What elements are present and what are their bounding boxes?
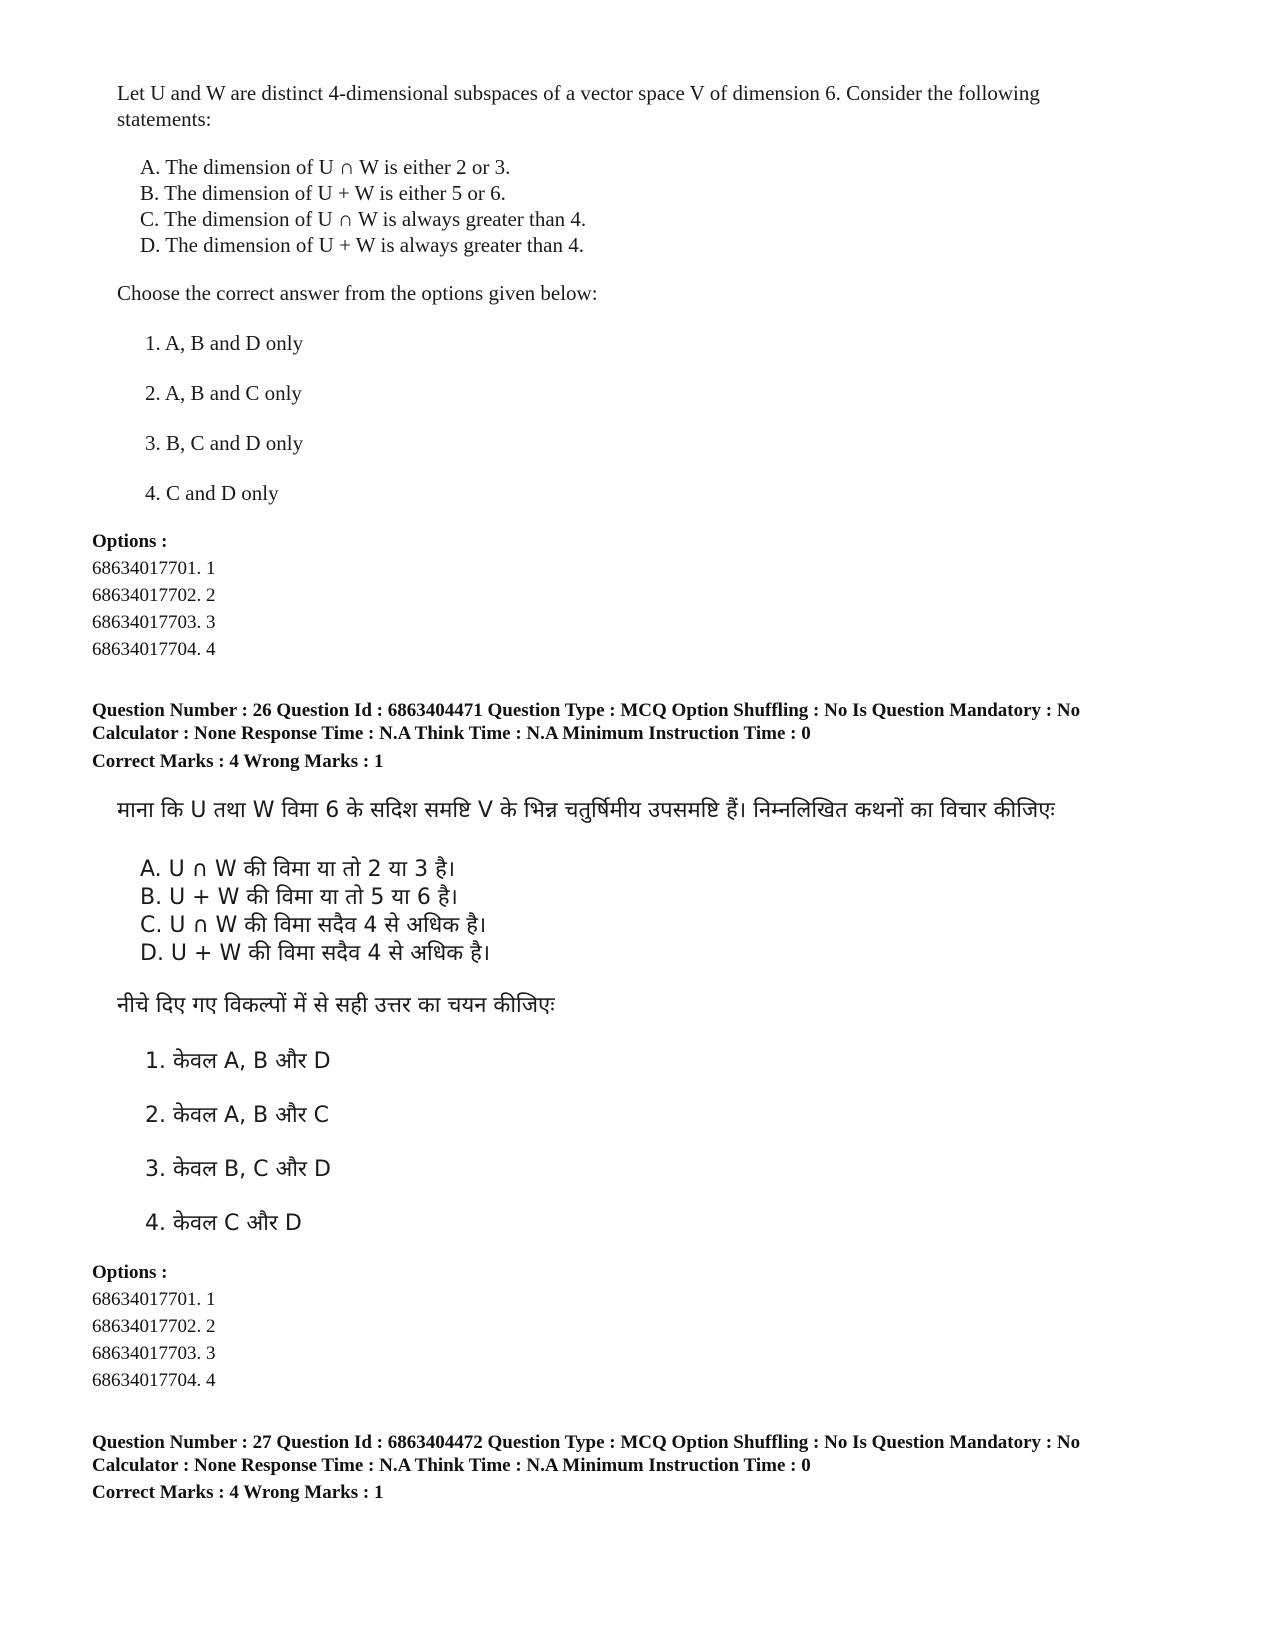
q26-statement-b: B. U + W की विमा या तो 5 या 6 है। [140, 885, 458, 910]
q26-choice-4: 4. केवल C और D [145, 1211, 302, 1236]
q25-option-2: 68634017702. 2 [92, 585, 216, 606]
q26-meta-line2: Calculator : None Response Time : N.A Think Time : N.A Minimum Instruction Time : 0 [92, 723, 811, 744]
q26-option-2: 68634017702. 2 [92, 1316, 216, 1337]
q25-option-1: 68634017701. 1 [92, 558, 216, 579]
q25-statement-a: A. The dimension of U ∩ W is either 2 or 3. [140, 155, 511, 179]
q26-statement-a: A. U ∩ W की विमा या तो 2 या 3 है। [140, 857, 456, 882]
q25-choice-3: 3. B, C and D only [145, 431, 304, 455]
q27-meta-line3: Correct Marks : 4 Wrong Marks : 1 [92, 1482, 384, 1503]
q26-choice-1: 1. केवल A, B और D [145, 1049, 331, 1074]
q26-options-label: Options : [92, 1262, 168, 1283]
q26-meta-line3: Correct Marks : 4 Wrong Marks : 1 [92, 751, 384, 772]
q27-meta-line1: Question Number : 27 Question Id : 6863404472 Question Type : MCQ Option Shuffling : No Is Question Mandatory : No [92, 1432, 1081, 1453]
q26-option-4: 68634017704. 4 [92, 1370, 216, 1391]
q26-choice-3: 3. केवल B, C और D [145, 1157, 331, 1182]
q25-option-4: 68634017704. 4 [92, 639, 216, 660]
q26-intro: माना कि U तथा W विमा 6 के सदिश समष्टि V के भिन्न चतुर्षिमीय उपसमष्टि हैं। निम्नलिखित कथनों का विचार कीजिएः [117, 798, 1055, 823]
q25-statement-d: D. The dimension of U + W is always greater than 4. [140, 233, 585, 257]
q26-choose-instruction: नीचे दिए गए विकल्पों में से सही उत्तर का चयन कीजिएः [117, 993, 555, 1018]
q26-statement-d: D. U + W की विमा सदैव 4 से अधिक है। [140, 941, 491, 966]
q25-choice-1: 1. A, B and D only [145, 331, 304, 355]
q26-choice-2: 2. केवल A, B और C [145, 1103, 330, 1128]
q25-choose-instruction: Choose the correct answer from the options given below: [117, 281, 598, 305]
q27-meta-line2: Calculator : None Response Time : N.A Think Time : N.A Minimum Instruction Time : 0 [92, 1455, 811, 1476]
q25-statement-b: B. The dimension of U + W is either 5 or 6. [140, 181, 506, 205]
q26-option-1: 68634017701. 1 [92, 1289, 216, 1310]
q25-choice-4: 4. C and D only [145, 481, 279, 505]
q25-options-label: Options : [92, 531, 168, 552]
q26-statement-c: C. U ∩ W की विमा सदैव 4 से अधिक है। [140, 913, 487, 938]
q25-intro-line1: Let U and W are distinct 4-dimensional subspaces of a vector space V of dimension 6. Consider the following [117, 81, 1040, 105]
q25-statement-c: C. The dimension of U ∩ W is always greater than 4. [140, 207, 587, 231]
q25-option-3: 68634017703. 3 [92, 612, 216, 633]
q25-choice-2: 2. A, B and C only [145, 381, 302, 405]
q26-meta-line1: Question Number : 26 Question Id : 6863404471 Question Type : MCQ Option Shuffling : No Is Question Mandatory : No [92, 700, 1081, 721]
q25-intro-line2: statements: [117, 107, 212, 131]
q26-option-3: 68634017703. 3 [92, 1343, 216, 1364]
